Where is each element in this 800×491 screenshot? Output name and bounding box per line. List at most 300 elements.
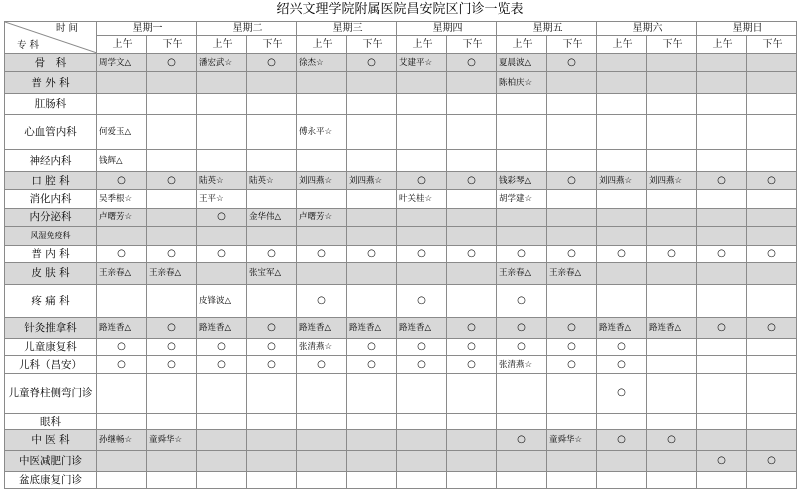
schedule-cell [297, 150, 347, 172]
department-row [5, 450, 797, 472]
schedule-cell [597, 263, 647, 285]
schedule-cell [147, 450, 197, 472]
schedule-cell [197, 227, 247, 245]
schedule-cell [747, 93, 797, 115]
schedule-cell: ○ [147, 339, 197, 356]
schedule-cell: 路连香△ [97, 317, 147, 339]
schedule-cell: ○ [197, 356, 247, 373]
schedule-cell [597, 72, 647, 94]
schedule-cell: 路连香△ [397, 317, 447, 339]
schedule-cell [147, 115, 197, 150]
schedule-cell: 孙继畅☆ [97, 430, 147, 451]
afternoon-header: 下午 [147, 36, 197, 53]
schedule-cell: 周学文△ [97, 53, 147, 71]
schedule-cell [747, 208, 797, 226]
schedule-cell [497, 115, 547, 150]
department-row [5, 356, 797, 373]
schedule-cell [697, 115, 747, 150]
schedule-cell [747, 413, 797, 429]
schedule-cell [647, 115, 697, 150]
schedule-cell: ○ [747, 317, 797, 339]
schedule-cell [697, 72, 747, 94]
schedule-cell [397, 115, 447, 150]
schedule-cell [447, 413, 497, 429]
schedule-cell: ○ [547, 356, 597, 373]
schedule-cell [647, 356, 697, 373]
schedule-cell: ○ [297, 356, 347, 373]
schedule-cell [297, 472, 347, 489]
schedule-cell [97, 72, 147, 94]
schedule-cell [347, 208, 397, 226]
afternoon-header: 下午 [447, 36, 497, 53]
schedule-cell: ○ [247, 317, 297, 339]
schedule-cell [747, 115, 797, 150]
schedule-cell [147, 413, 197, 429]
schedule-cell: ○ [697, 450, 747, 472]
schedule-cell: ○ [697, 317, 747, 339]
schedule-cell: ○ [497, 339, 547, 356]
schedule-cell [547, 450, 597, 472]
schedule-cell: ○ [247, 356, 297, 373]
schedule-cell [447, 430, 497, 451]
schedule-cell [197, 150, 247, 172]
schedule-cell [497, 472, 547, 489]
department-row [5, 208, 797, 226]
schedule-cell [147, 472, 197, 489]
schedule-cell: 陆英☆ [197, 171, 247, 189]
schedule-cell: 钱辉△ [97, 150, 147, 172]
schedule-cell: 王亲春△ [147, 263, 197, 285]
schedule-cell [447, 115, 497, 150]
schedule-cell [647, 93, 697, 115]
schedule-cell [397, 263, 447, 285]
time-header-label: 时 间 [55, 23, 78, 34]
schedule-cell: ○ [747, 245, 797, 262]
schedule-cell [647, 208, 697, 226]
department-name: 中医减肥门诊 [5, 450, 97, 472]
schedule-cell [97, 93, 147, 115]
schedule-cell: 王平☆ [197, 190, 247, 208]
schedule-cell [397, 208, 447, 226]
schedule-cell: 陈柏庆☆ [497, 72, 547, 94]
schedule-cell: ○ [647, 245, 697, 262]
schedule-cell [647, 339, 697, 356]
morning-header: 上午 [697, 36, 747, 53]
schedule-cell: ○ [247, 245, 297, 262]
schedule-cell: ○ [547, 171, 597, 189]
schedule-cell [497, 373, 547, 413]
schedule-cell [647, 72, 697, 94]
schedule-cell [347, 190, 397, 208]
morning-header: 上午 [397, 36, 447, 53]
schedule-cell: ○ [747, 171, 797, 189]
schedule-cell [447, 150, 497, 172]
schedule-cell: 王亲春△ [497, 263, 547, 285]
schedule-cell [297, 227, 347, 245]
schedule-cell [647, 450, 697, 472]
schedule-cell: ○ [497, 245, 547, 262]
schedule-cell [597, 208, 647, 226]
department-row [5, 413, 797, 429]
schedule-cell [97, 284, 147, 317]
schedule-cell [747, 472, 797, 489]
schedule-cell [447, 93, 497, 115]
schedule-cell [497, 208, 547, 226]
schedule-cell: 路连香△ [197, 317, 247, 339]
schedule-cell: ○ [347, 339, 397, 356]
department-row [5, 150, 797, 172]
department-name: 儿童康复科 [5, 339, 97, 356]
schedule-cell [397, 430, 447, 451]
day-header: 星期六 [597, 22, 697, 36]
afternoon-header: 下午 [347, 36, 397, 53]
department-name: 普 外 科 [5, 72, 97, 94]
schedule-cell: ○ [247, 339, 297, 356]
schedule-cell [447, 72, 497, 94]
schedule-cell [297, 72, 347, 94]
schedule-cell [197, 72, 247, 94]
schedule-cell [647, 227, 697, 245]
department-name: 儿童脊柱侧弯门诊 [5, 373, 97, 413]
schedule-cell [397, 450, 447, 472]
schedule-body [5, 22, 797, 489]
schedule-cell: ○ [197, 245, 247, 262]
schedule-cell [647, 263, 697, 285]
schedule-cell [697, 53, 747, 71]
schedule-cell: ○ [697, 245, 747, 262]
schedule-cell [547, 284, 597, 317]
schedule-cell [697, 356, 747, 373]
half-day-header-row [5, 36, 797, 53]
department-row [5, 227, 797, 245]
day-header: 星期三 [297, 22, 397, 36]
morning-header: 上午 [597, 36, 647, 53]
schedule-cell [297, 190, 347, 208]
schedule-cell [247, 150, 297, 172]
schedule-cell [247, 190, 297, 208]
schedule-cell [97, 472, 147, 489]
schedule-cell [647, 284, 697, 317]
schedule-cell [297, 263, 347, 285]
schedule-cell [697, 430, 747, 451]
schedule-cell [697, 339, 747, 356]
schedule-cell: 徐杰☆ [297, 53, 347, 71]
schedule-cell: 路连香△ [597, 317, 647, 339]
schedule-cell: ○ [297, 245, 347, 262]
schedule-cell [347, 413, 397, 429]
schedule-cell: 傅永平☆ [297, 115, 347, 150]
afternoon-header: 下午 [647, 36, 697, 53]
schedule-cell [447, 190, 497, 208]
department-name: 中 医 科 [5, 430, 97, 451]
schedule-cell: 童舜华☆ [147, 430, 197, 451]
day-header: 星期日 [697, 22, 797, 36]
schedule-cell [747, 373, 797, 413]
department-name: 消化内科 [5, 190, 97, 208]
schedule-cell [697, 284, 747, 317]
schedule-cell [647, 53, 697, 71]
schedule-cell [447, 450, 497, 472]
department-row [5, 472, 797, 489]
schedule-cell [247, 93, 297, 115]
schedule-cell [547, 150, 597, 172]
schedule-cell [397, 472, 447, 489]
schedule-cell [247, 413, 297, 429]
schedule-cell: 夏晨波△ [497, 53, 547, 71]
schedule-cell [597, 53, 647, 71]
schedule-cell: ○ [397, 284, 447, 317]
schedule-cell: 陆英☆ [247, 171, 297, 189]
morning-header: 上午 [197, 36, 247, 53]
day-header: 星期二 [197, 22, 297, 36]
department-name: 神经内科 [5, 150, 97, 172]
morning-header: 上午 [297, 36, 347, 53]
schedule-cell: 童舜华☆ [547, 430, 597, 451]
schedule-cell [197, 472, 247, 489]
schedule-cell [547, 413, 597, 429]
schedule-cell [447, 263, 497, 285]
schedule-cell [247, 430, 297, 451]
department-name: 肛肠科 [5, 93, 97, 115]
schedule-cell [647, 413, 697, 429]
department-row [5, 93, 797, 115]
schedule-cell [747, 53, 797, 71]
schedule-cell [547, 373, 597, 413]
schedule-cell [647, 472, 697, 489]
schedule-cell [547, 93, 597, 115]
schedule-cell: ○ [147, 53, 197, 71]
department-name: 眼科 [5, 413, 97, 429]
schedule-cell [697, 208, 747, 226]
day-header: 星期四 [397, 22, 497, 36]
schedule-cell: 吴季根☆ [97, 190, 147, 208]
department-header-label: 专 科 [17, 39, 40, 51]
schedule-cell [297, 413, 347, 429]
schedule-cell: ○ [147, 171, 197, 189]
schedule-cell [347, 284, 397, 317]
schedule-cell: 刘四燕☆ [347, 171, 397, 189]
schedule-cell [447, 208, 497, 226]
schedule-cell: ○ [447, 245, 497, 262]
schedule-cell [147, 284, 197, 317]
schedule-cell: ○ [397, 356, 447, 373]
schedule-cell [347, 263, 397, 285]
schedule-cell [647, 373, 697, 413]
schedule-cell: ○ [747, 450, 797, 472]
schedule-cell: ○ [297, 284, 347, 317]
clinic-schedule-table [4, 21, 797, 489]
schedule-cell: 潘宏武☆ [197, 53, 247, 71]
morning-header: 上午 [497, 36, 547, 53]
schedule-cell: ○ [397, 339, 447, 356]
schedule-cell [247, 373, 297, 413]
day-header: 星期一 [97, 22, 197, 36]
schedule-cell [347, 72, 397, 94]
schedule-cell: 张清燕☆ [297, 339, 347, 356]
schedule-cell: ○ [97, 245, 147, 262]
schedule-cell [147, 373, 197, 413]
schedule-cell [697, 190, 747, 208]
schedule-cell [747, 227, 797, 245]
schedule-cell: 艾建平☆ [397, 53, 447, 71]
schedule-cell [297, 93, 347, 115]
department-row [5, 373, 797, 413]
schedule-cell: 刘四燕☆ [297, 171, 347, 189]
schedule-cell [347, 227, 397, 245]
schedule-cell [247, 450, 297, 472]
morning-header: 上午 [97, 36, 147, 53]
schedule-cell: 张清燕☆ [497, 356, 547, 373]
page-title: 绍兴文理学院附属医院昌安院区门诊一览表 [276, 2, 524, 17]
schedule-cell: ○ [547, 245, 597, 262]
department-row [5, 317, 797, 339]
schedule-cell [597, 472, 647, 489]
schedule-cell [697, 227, 747, 245]
department-name: 皮 肤 科 [5, 263, 97, 285]
schedule-cell [547, 227, 597, 245]
schedule-cell: ○ [597, 339, 647, 356]
schedule-cell [697, 472, 747, 489]
schedule-cell [547, 208, 597, 226]
schedule-cell [747, 150, 797, 172]
schedule-cell: ○ [347, 245, 397, 262]
schedule-cell: ○ [547, 339, 597, 356]
schedule-cell: ○ [447, 339, 497, 356]
schedule-cell [147, 93, 197, 115]
schedule-cell [547, 72, 597, 94]
schedule-cell [397, 72, 447, 94]
schedule-cell [747, 339, 797, 356]
schedule-cell [347, 373, 397, 413]
department-name: 儿科（昌安） [5, 356, 97, 373]
department-name: 盆底康复门诊 [5, 472, 97, 489]
schedule-cell: 刘四燕☆ [647, 171, 697, 189]
schedule-cell [447, 472, 497, 489]
schedule-cell [697, 150, 747, 172]
schedule-cell [347, 450, 397, 472]
schedule-cell [747, 356, 797, 373]
schedule-cell [197, 413, 247, 429]
schedule-cell [747, 263, 797, 285]
schedule-cell [447, 373, 497, 413]
schedule-cell [197, 450, 247, 472]
schedule-cell [747, 284, 797, 317]
schedule-cell [597, 450, 647, 472]
schedule-cell [597, 227, 647, 245]
schedule-cell [197, 263, 247, 285]
department-row [5, 430, 797, 451]
schedule-cell [597, 115, 647, 150]
schedule-cell: 何爱玉△ [97, 115, 147, 150]
schedule-cell: ○ [397, 245, 447, 262]
day-header: 星期五 [497, 22, 597, 36]
schedule-cell [497, 227, 547, 245]
schedule-cell [597, 284, 647, 317]
afternoon-header: 下午 [247, 36, 297, 53]
department-row [5, 263, 797, 285]
schedule-cell [347, 115, 397, 150]
schedule-cell [547, 472, 597, 489]
schedule-cell: 卢曙芳☆ [97, 208, 147, 226]
schedule-cell [547, 190, 597, 208]
schedule-cell [197, 93, 247, 115]
department-name: 骨 科 [5, 53, 97, 71]
schedule-cell [647, 150, 697, 172]
schedule-cell [747, 190, 797, 208]
department-name: 口 腔 科 [5, 171, 97, 189]
schedule-cell: ○ [97, 171, 147, 189]
schedule-cell: 金华伟△ [247, 208, 297, 226]
schedule-cell: ○ [497, 284, 547, 317]
schedule-cell [147, 208, 197, 226]
schedule-cell: 叶关桂☆ [397, 190, 447, 208]
schedule-cell [397, 373, 447, 413]
afternoon-header: 下午 [547, 36, 597, 53]
schedule-cell: ○ [97, 356, 147, 373]
schedule-cell: ○ [597, 430, 647, 451]
schedule-cell [397, 413, 447, 429]
schedule-cell [147, 150, 197, 172]
schedule-cell [647, 190, 697, 208]
schedule-cell: 路连香△ [297, 317, 347, 339]
schedule-cell: 刘四燕☆ [597, 171, 647, 189]
schedule-cell [247, 72, 297, 94]
schedule-cell [247, 284, 297, 317]
schedule-cell [247, 472, 297, 489]
schedule-cell [247, 115, 297, 150]
schedule-cell [597, 413, 647, 429]
schedule-cell [347, 93, 397, 115]
department-name: 疼 痛 科 [5, 284, 97, 317]
schedule-cell: 胡学建☆ [497, 190, 547, 208]
schedule-cell: ○ [697, 171, 747, 189]
schedule-cell [247, 227, 297, 245]
schedule-cell [597, 93, 647, 115]
department-row [5, 190, 797, 208]
schedule-cell [747, 430, 797, 451]
department-name: 内分泌科 [5, 208, 97, 226]
schedule-cell [547, 115, 597, 150]
schedule-cell [347, 472, 397, 489]
schedule-cell [197, 115, 247, 150]
schedule-cell [147, 72, 197, 94]
schedule-cell: 皮锋波△ [197, 284, 247, 317]
schedule-cell: ○ [447, 356, 497, 373]
department-row [5, 245, 797, 262]
department-row [5, 53, 797, 71]
schedule-cell [197, 430, 247, 451]
department-name: 针灸推拿科 [5, 317, 97, 339]
schedule-cell: 王亲春△ [97, 263, 147, 285]
schedule-cell: ○ [197, 339, 247, 356]
schedule-cell [347, 150, 397, 172]
schedule-cell: ○ [247, 53, 297, 71]
schedule-cell: ○ [347, 53, 397, 71]
department-row [5, 284, 797, 317]
schedule-cell [297, 450, 347, 472]
schedule-cell [97, 373, 147, 413]
schedule-cell: ○ [347, 356, 397, 373]
schedule-cell: ○ [497, 430, 547, 451]
schedule-cell: ○ [147, 356, 197, 373]
schedule-cell: ○ [147, 245, 197, 262]
schedule-cell: 路连香△ [647, 317, 697, 339]
department-name: 心血管内科 [5, 115, 97, 150]
day-header-row [5, 22, 797, 36]
schedule-cell [747, 72, 797, 94]
schedule-cell [697, 93, 747, 115]
schedule-cell [497, 150, 547, 172]
